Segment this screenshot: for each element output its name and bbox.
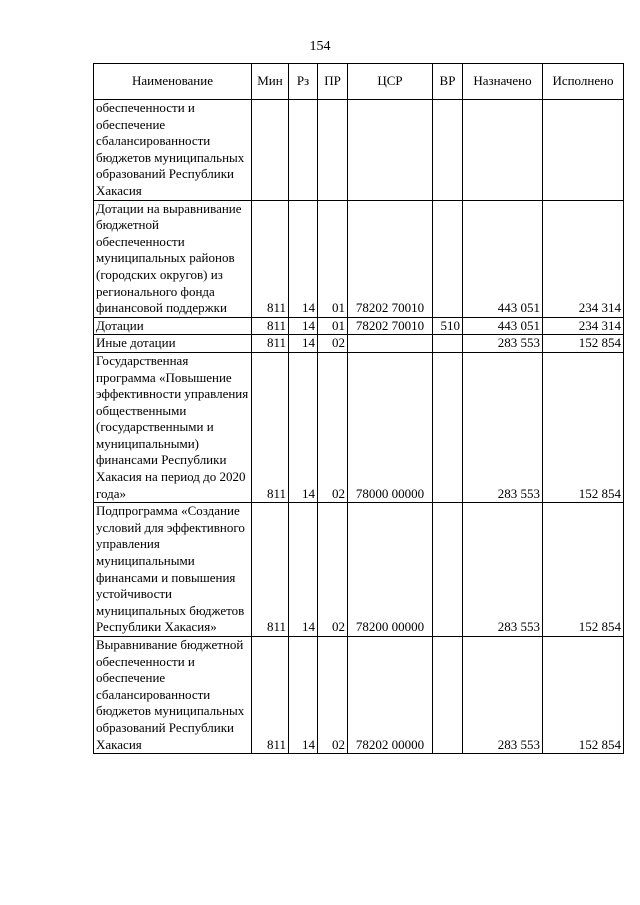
cell-rz: 14 — [289, 317, 318, 335]
header-pr: ПР — [318, 64, 348, 100]
table-row — [94, 352, 624, 502]
table-header-row — [94, 64, 624, 100]
cell-assigned — [463, 100, 543, 201]
cell-executed — [543, 100, 624, 201]
cell-name: Дотации — [94, 317, 252, 335]
cell-csr — [348, 335, 433, 353]
cell-pr: 02 — [318, 335, 348, 353]
cell-pr: 01 — [318, 200, 348, 317]
cell-pr — [318, 100, 348, 201]
table-row — [94, 335, 624, 353]
header-name: Наименование — [94, 64, 252, 100]
cell-executed: 152 854 — [543, 637, 624, 754]
cell-vr — [433, 637, 463, 754]
table-row — [94, 200, 624, 317]
cell-executed: 152 854 — [543, 352, 624, 502]
cell-vr — [433, 100, 463, 201]
cell-rz: 14 — [289, 200, 318, 317]
cell-vr — [433, 200, 463, 317]
cell-min: 811 — [252, 503, 289, 637]
cell-vr — [433, 503, 463, 637]
cell-min: 811 — [252, 637, 289, 754]
cell-rz: 14 — [289, 503, 318, 637]
table-row — [94, 503, 624, 637]
cell-assigned: 283 553 — [463, 503, 543, 637]
cell-min: 811 — [252, 317, 289, 335]
cell-rz: 14 — [289, 637, 318, 754]
cell-name: Иные дотации — [94, 335, 252, 353]
cell-min: 811 — [252, 335, 289, 353]
cell-name: Подпрограмма «Создание условий для эффективного управления муниципальными финансами и повышения устойчивости муниципальных бюджетов Республики Хакасия» — [94, 503, 252, 637]
cell-name: Выравнивание бюджетной обеспеченности и обеспечение сбалансированности бюджетов муниципальных образований Республики Хакасия — [94, 637, 252, 754]
cell-min: 811 — [252, 200, 289, 317]
cell-vr — [433, 352, 463, 502]
cell-csr: 78202 70010 — [348, 200, 433, 317]
cell-csr: 78202 70010 — [348, 317, 433, 335]
header-vr: ВР — [433, 64, 463, 100]
cell-executed: 152 854 — [543, 335, 624, 353]
cell-pr: 02 — [318, 637, 348, 754]
cell-csr: 78202 00000 — [348, 637, 433, 754]
cell-pr: 01 — [318, 317, 348, 335]
cell-assigned: 443 051 — [463, 317, 543, 335]
cell-assigned: 443 051 — [463, 200, 543, 317]
cell-executed: 234 314 — [543, 317, 624, 335]
cell-pr: 02 — [318, 352, 348, 502]
cell-name: обеспеченности и обеспечение сбалансированности бюджетов муниципальных образований Республики Хакасия — [94, 100, 252, 201]
cell-assigned: 283 553 — [463, 335, 543, 353]
header-assigned: Назначено — [463, 64, 543, 100]
table-row — [94, 637, 624, 754]
cell-executed: 152 854 — [543, 503, 624, 637]
cell-rz: 14 — [289, 352, 318, 502]
table-row — [94, 100, 624, 201]
header-executed: Исполнено — [543, 64, 624, 100]
cell-assigned: 283 553 — [463, 637, 543, 754]
cell-min — [252, 100, 289, 201]
cell-rz — [289, 100, 318, 201]
cell-name: Дотации на выравнивание бюджетной обеспеченности муниципальных районов (городских округов) из регионального фонда финансовой поддержки — [94, 200, 252, 317]
header-rz: Рз — [289, 64, 318, 100]
header-min: Мин — [252, 64, 289, 100]
page-number: 154 — [309, 39, 331, 54]
cell-pr: 02 — [318, 503, 348, 637]
cell-csr: 78000 00000 — [348, 352, 433, 502]
cell-rz: 14 — [289, 335, 318, 353]
cell-vr: 510 — [433, 317, 463, 335]
budget-table — [93, 63, 624, 754]
cell-csr: 78200 00000 — [348, 503, 433, 637]
cell-csr — [348, 100, 433, 201]
cell-vr — [433, 335, 463, 353]
cell-executed: 234 314 — [543, 200, 624, 317]
cell-name: Государственная программа «Повышение эффективности управления общественными (государственными и муниципальными) финансами Республики Хакасия на период до 2020 года» — [94, 352, 252, 502]
header-csr: ЦСР — [348, 64, 433, 100]
table-row — [94, 317, 624, 335]
cell-min: 811 — [252, 352, 289, 502]
cell-assigned: 283 553 — [463, 352, 543, 502]
